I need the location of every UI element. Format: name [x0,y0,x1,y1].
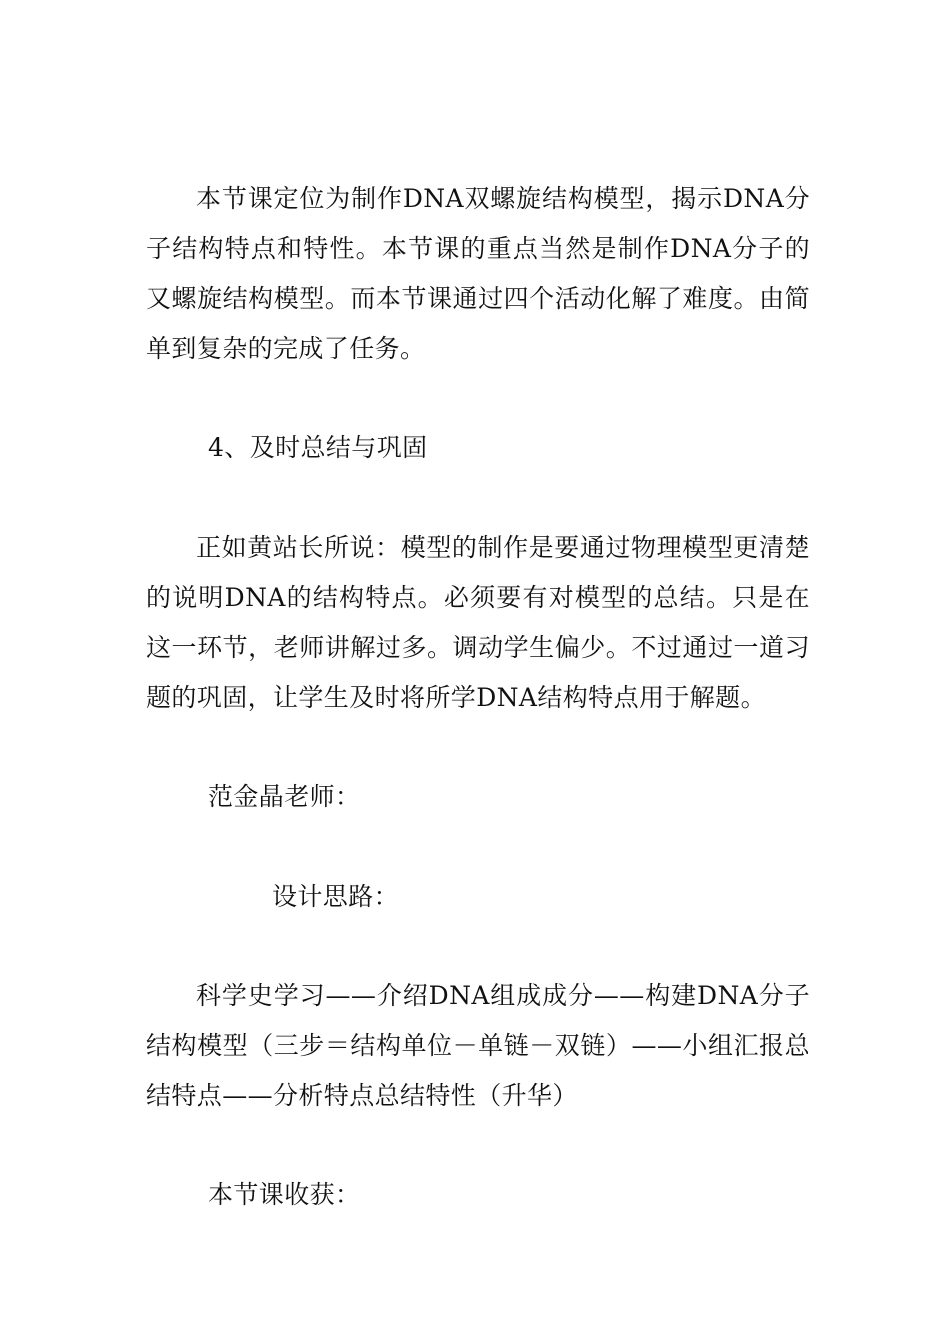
heading-summary-consolidation: 4、及时总结与巩固 [208,433,428,462]
paragraph-lesson-positioning: 本节课定位为制作DNA双螺旋结构模型，揭示DNA分子结构特点和特性。本节课的重点当然是制作DNA分子的又螺旋结构模型。而本节课通过四个活动化解了难度。由简单到复杂的完成了任务。 [146,184,810,363]
heading-teacher-fan: 范金晶老师： [208,782,361,811]
paragraph-model-summary: 正如黄站长所说：模型的制作是要通过物理模型更清楚的说明DNA的结构特点。必须要有对模型的总结。只是在这一环节，老师讲解过多。调动学生偏少。不过通过一道习题的巩固，让学生及时将所学DNA结构特点用于解题。 [146,533,810,712]
heading-lesson-gains: 本节课收获： [208,1180,361,1209]
heading-design-idea: 设计思路： [272,882,400,911]
paragraph-design-flow: 科学史学习——介绍DNA组成成分——构建DNA分子结构模型（三步＝结构单位－单链－双链）——小组汇报总结特点——分析特点总结特性（升华） [146,981,810,1110]
